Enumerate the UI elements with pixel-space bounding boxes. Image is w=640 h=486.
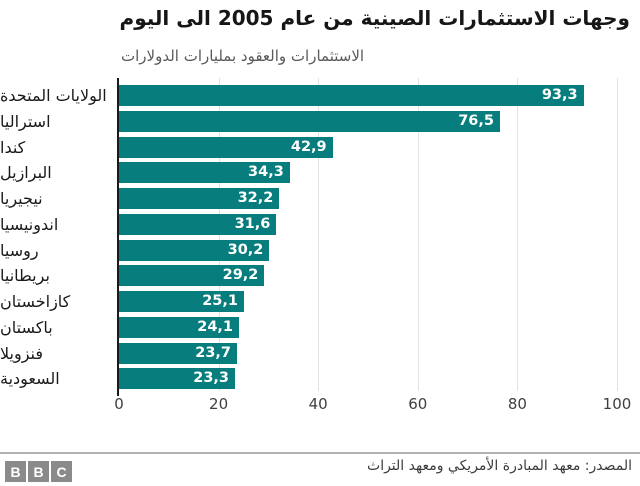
gridline-80 bbox=[517, 78, 518, 391]
chart-subtitle: الاستثمارات والعقود بمليارات الدولارات bbox=[121, 47, 365, 65]
bar bbox=[119, 265, 264, 286]
footer-divider bbox=[0, 452, 640, 454]
bar-value-label: 42,9 bbox=[290, 139, 327, 155]
bar bbox=[119, 188, 279, 209]
bar-value-label: 25,1 bbox=[202, 293, 238, 309]
category-label: فنزويلا bbox=[0, 344, 44, 363]
category-label: الولايات المتحدة bbox=[0, 86, 107, 105]
bar-value-label: 31,6 bbox=[234, 216, 271, 232]
gridline-100 bbox=[617, 78, 618, 391]
category-label: باكستان bbox=[0, 318, 53, 337]
bbc-logo-letter: C bbox=[51, 461, 72, 482]
bar bbox=[119, 214, 276, 235]
bar bbox=[119, 162, 290, 183]
bar-value-label: 32,2 bbox=[237, 190, 274, 206]
x-tick-label-0: 0 bbox=[114, 395, 124, 413]
category-label: روسيا bbox=[0, 241, 39, 260]
bar-value-label: 34,3 bbox=[248, 164, 284, 180]
bar bbox=[119, 368, 235, 389]
bar bbox=[119, 317, 239, 338]
bar-value-label: 30,2 bbox=[227, 242, 264, 258]
bar bbox=[119, 137, 333, 158]
bar-value-label: 29,2 bbox=[222, 267, 259, 283]
category-label: كندا bbox=[0, 138, 26, 157]
category-label: اندونيسيا bbox=[0, 215, 59, 234]
category-label: نيجيريا bbox=[0, 189, 43, 208]
source-text: المصدر: معهد المبادرة الأمريكي ومعهد التراث bbox=[367, 458, 632, 474]
bar bbox=[119, 291, 244, 312]
x-tick-label-60: 60 bbox=[408, 395, 428, 413]
chart-title: وجهات الاستثمارات الصينية من عام 2005 الى اليوم bbox=[119, 6, 630, 30]
category-label: السعودية bbox=[0, 369, 60, 388]
category-label: بريطانيا bbox=[0, 266, 50, 285]
x-tick-label-100: 100 bbox=[602, 395, 632, 413]
bbc-logo bbox=[5, 461, 72, 482]
bar-value-label: 24,1 bbox=[197, 319, 234, 335]
category-label: كازاخستان bbox=[0, 292, 71, 311]
bar-value-label: 23,3 bbox=[193, 370, 230, 386]
x-tick-label-80: 80 bbox=[507, 395, 527, 413]
category-label: استراليا bbox=[0, 112, 51, 131]
bar-value-label: 76,5 bbox=[458, 113, 494, 129]
bar bbox=[119, 111, 500, 132]
category-label: البرازيل bbox=[0, 163, 52, 182]
bar-value-label: 93,3 bbox=[541, 87, 578, 103]
bar-value-label: 23,7 bbox=[195, 345, 232, 361]
x-tick-label-20: 20 bbox=[209, 395, 229, 413]
bar bbox=[119, 85, 584, 106]
bbc-logo-letter: B bbox=[28, 461, 49, 482]
bar bbox=[119, 343, 237, 364]
bar bbox=[119, 240, 269, 261]
x-tick-label-40: 40 bbox=[308, 395, 328, 413]
bbc-logo-letter: B bbox=[5, 461, 26, 482]
